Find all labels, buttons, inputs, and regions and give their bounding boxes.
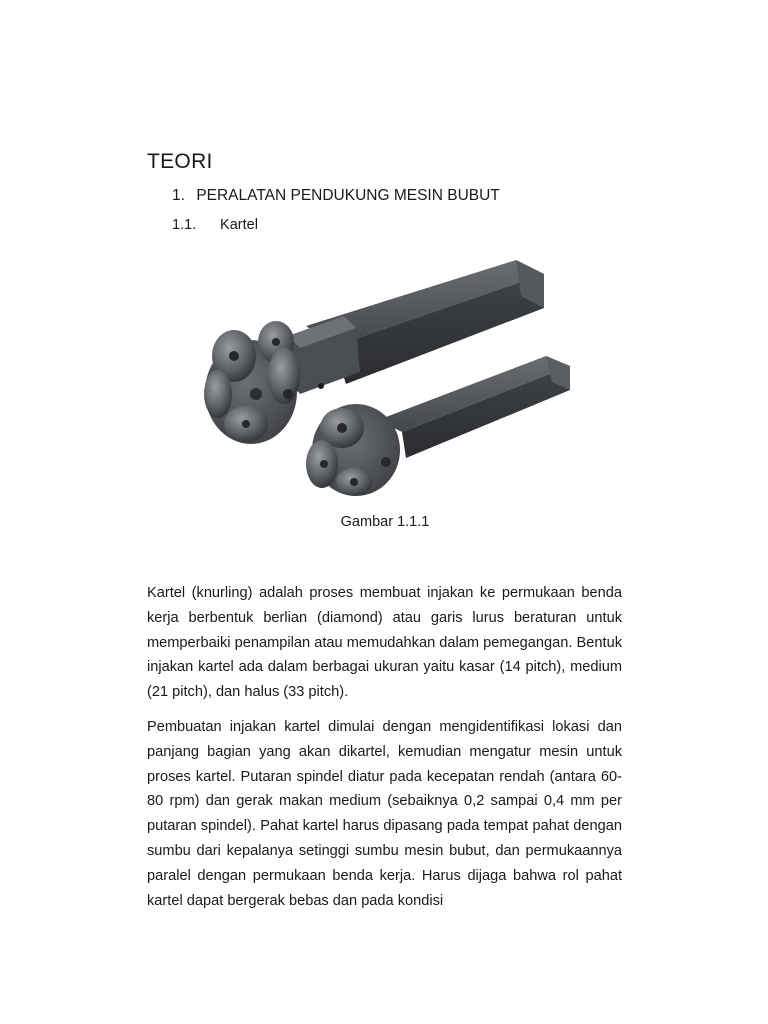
figure-caption: Gambar 1.1.1 (340, 514, 430, 530)
page-title: TEORI (147, 150, 213, 173)
knurling-tools-image (196, 244, 576, 506)
section-number: 1. (172, 187, 185, 204)
paragraph-1: Kartel (knurling) adalah proses membuat injakan ke permukaan benda kerja berbentuk berlian (diamond) atau garis lurus beraturan untuk memperbaiki penampilan atau memudahkan dalam pemegangan. Bentuk injakan kartel ada dalam berbagai ukuran yaitu kasar (14 pitch), medium (21 pitch), dan halus (33 pitch). (147, 585, 622, 701)
subsection-number: 1.1. (172, 217, 197, 233)
section-heading (172, 187, 500, 205)
paragraph-2: Pembuatan injakan kartel dimulai dengan mengidentifikasi lokasi dan panjang bagian yang akan dikartel, kemudian mengatur mesin untuk proses kartel. Putaran spindel diatur pada kecepatan rendah (antara 60-80 rpm) dan gerak makan medium (sebaiknya 0,2 sampai 0,4 mm per putaran spindel). Pahat kartel harus dipasang pada tempat pahat dengan sumbu dari kepalanya setinggi sumbu mesin bubut, dan permukaannya paralel dengan permukaan benda kerja. Harus dijaga bahwa rol pahat kartel dapat bergerak bebas dan pada kondisi (147, 719, 622, 909)
section-label: PERALATAN PENDUKUNG MESIN BUBUT (196, 187, 500, 204)
subsection-label: Kartel (220, 217, 258, 233)
subsection-heading (172, 217, 258, 233)
